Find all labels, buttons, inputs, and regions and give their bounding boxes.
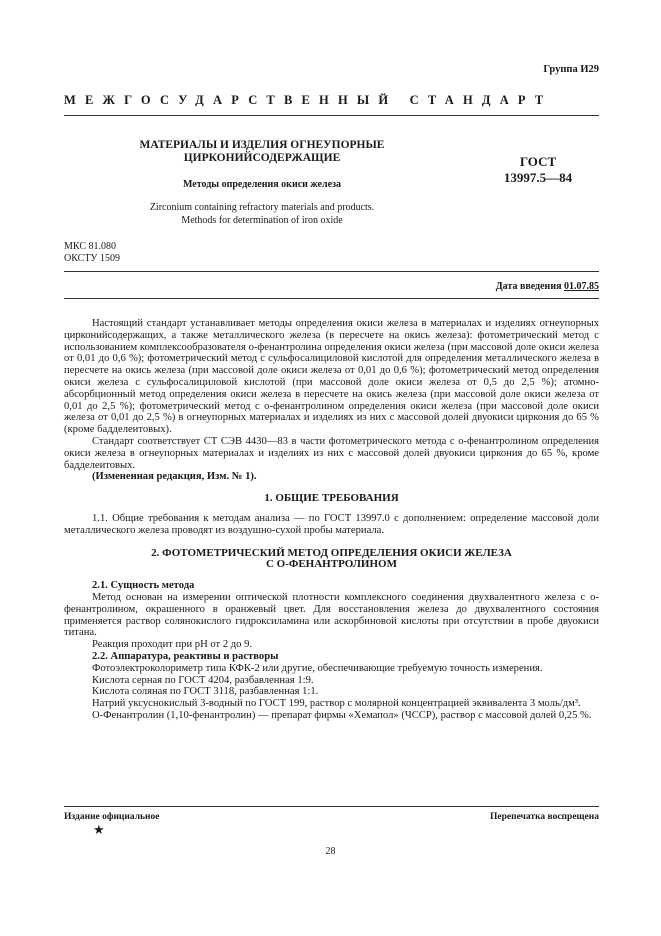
footer-rule	[64, 806, 599, 807]
section-2-heading-line-1: 2. ФОТОМЕТРИЧЕСКИЙ МЕТОД ОПРЕДЕЛЕНИЯ ОКИСИ ЖЕЛЕЗА	[151, 546, 512, 559]
document-title	[92, 139, 432, 164]
equipment-item: Фотоэлектроколориметр типа КФК-2 или другие, обеспечивающие требуемую точность измерения.	[92, 662, 543, 674]
standard-series-title: МЕЖГОСУДАРСТВЕННЫЙ СТАНДАРТ	[64, 93, 553, 107]
group-code: Группа И29	[543, 64, 599, 75]
page-number: 28	[325, 846, 336, 857]
okstu-code: ОКСТУ 1509	[64, 252, 121, 264]
reagent-sulfuric-acid: Кислота серная по ГОСТ 4204, разбавленная 1:9.	[92, 674, 314, 686]
clause-2-2-heading: 2.2. Аппаратура, реактивы и растворы	[92, 650, 279, 662]
classification-codes	[64, 241, 120, 264]
codes-rule	[64, 271, 599, 272]
english-title-line-2: Methods for determination of iron oxide	[181, 214, 343, 226]
date-rule	[64, 298, 599, 299]
gost-number: 13997.5—84	[503, 170, 573, 185]
title-line-1: МАТЕРИАЛЫ И ИЗДЕЛИЯ ОГНЕУПОРНЫЕ	[139, 139, 385, 151]
reaction-condition: Реакция проходит при pH от 2 до 9.	[92, 639, 253, 651]
mks-code: МКС 81.080	[64, 241, 116, 252]
gost-designation	[478, 154, 598, 186]
english-title-line-1: Zirconium containing refractory materials and products.	[149, 202, 375, 213]
reagent-hydrochloric-acid: Кислота соляная по ГОСТ 3118, разбавленная 1:1.	[92, 686, 319, 698]
date-label: Дата введения	[495, 281, 562, 292]
section-1-heading: 1. ОБЩИЕ ТРЕБОВАНИЯ	[264, 492, 399, 505]
star-icon: ★	[93, 822, 105, 837]
english-title	[92, 202, 432, 227]
document-subtitle: Методы определения окиси железа	[182, 179, 342, 190]
clause-2-1-heading: 2.1. Сущность метода	[92, 580, 195, 592]
revision-note: (Измененная редакция, Изм. № 1).	[92, 471, 257, 483]
reagent-sodium-acetate: Натрий уксуснокислый 3-водный по ГОСТ 199, раствор с молярной концентрацией эквивалента 3 моль/дм³.	[92, 698, 581, 710]
title-line-2: ЦИРКОНИЙСОДЕРЖАЩИЕ	[183, 151, 341, 164]
section-2-heading-line-2: С О-ФЕНАНТРОЛИНОМ	[265, 558, 397, 571]
header-rule	[64, 115, 599, 116]
compliance-paragraph: Стандарт соответствует СТ СЭВ 4430—83 в части фотометрического метода с о-фенантролином определения окиси железа в огнеупорных материалах и изделиях из них с массовой долей двуокиси циркония до 65 %, кроме бадделеитовых.	[64, 435, 599, 471]
effective-date	[496, 281, 599, 292]
intro-paragraph: Настоящий стандарт устанавливает методы определения окиси железа в материалах и изделиях огнеупорных цирконийсодержащих, а также металлического железа (в пересчете на окись железа): фотометрический метод с использованием комплексообразователя о-фенантролина определения окиси железа (при массовой доле окиси железа от 0,01 до 0,6 %); фотометрический метод с сульфосалициловой кислотой для определения металлического железа в пересчете на окись железа (при массовой доле окиси железа от 0,01 до 0,6 %); фотометрический метод определения окиси железа с сульфосалициловой кислотой (при массовой доле окиси железа от 0,5 до 2,5 %); атомно-абсорбционный метод определения окиси железа в пересчете на окись железа (при массовой доле окиси железа от 0,01 до 2,5 %); фотометрический метод с о-фенантролином определения окиси железа (при массовой доле окиси железа от 0,01 до 2,5 %) в огнеупорных материалах и изделиях из них с массовой долей двуокиси циркония до 65 % (кроме бадделеитовых).	[64, 318, 599, 436]
official-edition-label: Издание официальное	[64, 812, 160, 822]
method-principle: Метод основан на измерении оптической плотности комплексного соединения двухвалентного железа с о-фенантролином, окрашенного в оранжевый цвет. Для восстановления железа до двухвалентного состояния применяется раствор солянокислого гидроксиламина или аскорбиновой кислоты при отсутствии в пробе двуокиси титана.	[64, 591, 599, 639]
reprint-prohibited-label: Перепечатка воспрещена	[489, 812, 599, 822]
date-value: 01.07.85	[564, 281, 599, 292]
section-2-heading	[64, 548, 599, 572]
document-body	[64, 318, 599, 722]
reagent-phenanthroline: О-Фенантролин (1,10-фенантролин) — препарат фирмы «Хемапол» (ЧССР), раствор с массовой долей 0,25 %.	[92, 709, 592, 721]
gost-label: ГОСТ	[519, 154, 557, 169]
clause-1-1: 1.1. Общие требования к методам анализа — по ГОСТ 13997.0 с дополнением: определение массовой доли металлического железа проводят из воздушно-сухой пробы материала.	[64, 512, 599, 536]
